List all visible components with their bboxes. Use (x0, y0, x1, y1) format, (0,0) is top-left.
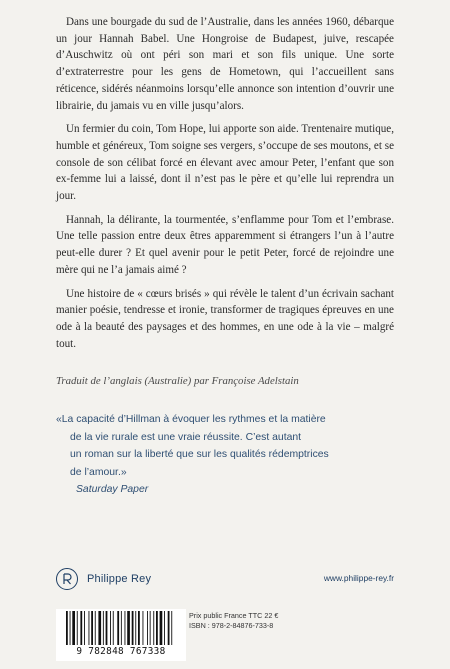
blurb-paragraph-1: Dans une bourgade du sud de l’Australie, dans les années 1960, débarque un jour Hannah Babel. Une Hongroise de Budapest, juive, rescapée d’Auschwitz où ont péri son mari et son fils unique. Une sorte d’extraterrestre pour les gens de Hometown, qui l’accueillent sans réticence, sidérés néanmoins lorsqu’elle annonce son intention d’ouvrir une librairie, du jamais vu en ville jusqu’alors. (56, 16, 394, 112)
barcode-bar (138, 611, 140, 645)
barcode-bar (66, 611, 68, 645)
quote-line-3: un roman sur la liberté que sur les qualités rédemptrices (70, 449, 329, 461)
barcode-bar (106, 611, 108, 645)
barcode-bar (168, 611, 170, 645)
price-line: Prix public France TTC 22 € (189, 611, 279, 620)
publisher-brand (56, 567, 151, 591)
isbn-line: ISBN : 978-2-84876-733-8 (189, 621, 274, 630)
quote-line-2: de la vie rurale est une vraie réussite. C’est autant (70, 431, 302, 443)
barcode-bar (135, 611, 136, 645)
barcode-bar (103, 611, 104, 645)
publisher-logo-icon (56, 568, 78, 590)
translator-name: Françoise Adelstain (211, 375, 299, 387)
barcode-bar (143, 611, 144, 645)
translator-credit (56, 374, 394, 388)
quote-source: Saturday Paper (76, 484, 149, 496)
translator-prefix: Traduit de l’anglais (Australie) par (56, 375, 212, 387)
barcode-bar (153, 611, 154, 645)
barcode-bar (127, 611, 130, 645)
barcode-bar (84, 611, 85, 645)
barcode-bar (70, 611, 71, 645)
barcode-bar (121, 611, 122, 645)
blurb-text (56, 14, 394, 359)
quote-line-1: «La capacité d’Hillman à évoquer les rythmes et la matière (56, 414, 326, 425)
press-quote (56, 411, 394, 499)
publisher-name: Philippe Rey (87, 573, 152, 585)
barcode-bar (132, 611, 134, 645)
barcode-bars (66, 611, 176, 647)
blurb-paragraph-4: Une histoire de « cœurs brisés » qui révèle le talent d’un écrivain sachant manier poésie, tendresse et ironie, transformer de tragiques épreuves en une ode à la beauté des paysages et des hommes, en une ode à la vie – malgré tout. (56, 287, 394, 350)
publisher-logo-mark (60, 572, 74, 586)
barcode-bar (147, 611, 148, 645)
barcode-bar (160, 611, 163, 645)
barcode-bar (110, 611, 111, 645)
barcode-bar (156, 611, 158, 645)
barcode-bar (113, 611, 114, 645)
barcode-bar (164, 611, 165, 645)
barcode-bar (80, 611, 82, 645)
price-info (189, 611, 278, 631)
publisher-website[interactable]: www.philippe-rey.fr (323, 573, 394, 583)
barcode-bar (125, 611, 126, 645)
quote-line-4: de l’amour.» (70, 466, 127, 478)
blurb-paragraph-2: Un fermier du coin, Tom Hope, lui apporte son aide. Trentenaire mutique, humble et généreux, Tom soigne ses vergers, s’occupe de ses moutons, et se console de son célibat forcé en élevant avec amour Peter, l’enfant que son ex-femme lui a laissé, dont il n’est pas le père et qu’elle lui reprendra un jour. (56, 123, 394, 203)
barcode-bar (72, 611, 75, 645)
barcode-bar (150, 611, 151, 645)
barcode-bar (117, 611, 119, 645)
barcode-bar (91, 611, 93, 645)
blurb-paragraph-3: Hannah, la délirante, la tourmentée, s’enflamme pour Tom et l’embrase. Une telle passion entre deux êtres apparemment si étrangers l’un à l’autre peut-elle durer ? Et quel avenir pour le petit Peter, forcé de rejoindre une mère qui ne l’a jamais aimé ? (56, 213, 394, 276)
barcode (56, 609, 186, 661)
barcode-bar (77, 611, 78, 645)
barcode-bar (98, 611, 101, 645)
barcode-bar (89, 611, 90, 645)
barcode-bar (95, 611, 96, 645)
barcode-digits: 9 782848 767338 (76, 646, 166, 657)
barcode-bar (171, 611, 172, 645)
